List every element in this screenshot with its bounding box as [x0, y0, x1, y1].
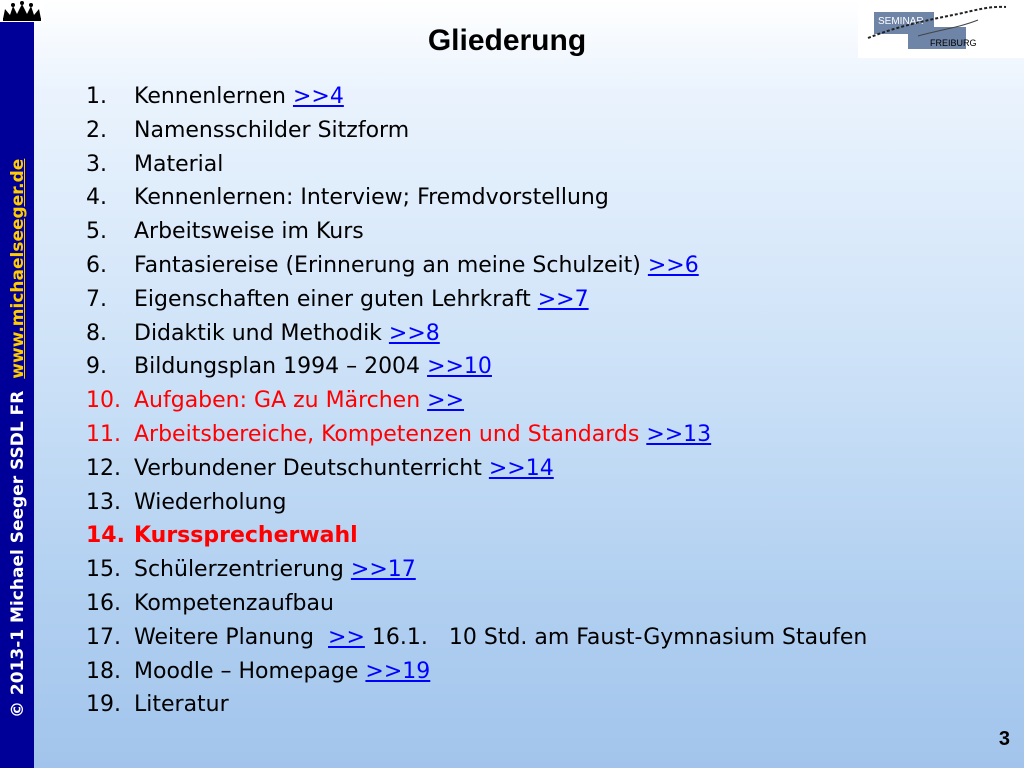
outline-item-text: Arbeitsweise im Kurs	[134, 219, 364, 245]
outline-item-number: 10.	[86, 388, 121, 414]
outline-item	[86, 384, 1006, 418]
outline-item-link[interactable]: >>	[328, 624, 365, 650]
outline-item-link[interactable]: >>19	[365, 658, 431, 684]
outline-item	[86, 114, 1006, 148]
outline-item	[86, 452, 1006, 486]
sidebar-copyright	[6, 28, 30, 718]
outline-item-link[interactable]: >>6	[647, 252, 699, 278]
outline-item	[86, 688, 1006, 722]
outline-item	[86, 519, 1006, 553]
outline-item-note: 16.1. 10 Std. am Faust-Gymnasium Staufen	[371, 624, 868, 650]
outline-item-text: Namensschilder Sitzform	[134, 117, 410, 143]
outline-item-text: Fantasiereise (Erinnerung an meine Schulzeit)	[134, 252, 641, 278]
outline-item-number: 9.	[86, 354, 107, 380]
outline-item-number: 16.	[86, 590, 121, 616]
outline-item-text: Literatur	[134, 692, 229, 718]
outline-item	[86, 350, 1006, 384]
outline-item-number: 13.	[86, 489, 121, 515]
outline-item-number: 1.	[86, 84, 107, 109]
outline-item-number: 12.	[86, 455, 121, 481]
outline-item-text: Bildungsplan 1994 – 2004	[134, 354, 421, 380]
outline-item-text: Kompetenzaufbau	[134, 590, 334, 616]
outline-item	[86, 283, 1006, 317]
outline-item	[86, 587, 1006, 621]
outline-item-text: Kennenlernen	[134, 84, 286, 109]
logo-freiburg-text: FREIBURG	[930, 38, 977, 48]
outline-item-text: Arbeitsbereiche, Kompetenzen und Standards	[134, 421, 640, 447]
outline-item-number: 19.	[86, 692, 121, 718]
crown-logo-icon	[0, 0, 44, 22]
outline-item-text: Kennenlernen: Interview; Fremdvorstellung	[134, 185, 609, 211]
outline-item-number: 18.	[86, 658, 121, 684]
outline-item-text: Schülerzentrierung	[134, 557, 344, 583]
outline-item-text: Weitere Planung	[134, 624, 315, 650]
outline-item	[86, 418, 1006, 452]
outline-item	[86, 486, 1006, 520]
outline-item-text: Didaktik und Methodik	[134, 320, 382, 346]
outline-item	[86, 215, 1006, 249]
outline-item	[86, 249, 1006, 283]
outline-item-number: 4.	[86, 185, 107, 211]
outline-item-link[interactable]: >>4	[292, 84, 344, 109]
outline-item-number: 7.	[86, 286, 107, 312]
outline-item-link[interactable]: >>	[427, 388, 465, 414]
outline-item-text: Wiederholung	[134, 489, 287, 515]
page-number: 3	[998, 728, 1010, 750]
outline-item-number: 14.	[86, 523, 125, 549]
outline-item-number: 17.	[86, 624, 121, 650]
outline-item-link[interactable]: >>10	[427, 354, 492, 380]
outline-item-number: 8.	[86, 320, 107, 346]
outline-item	[86, 655, 1006, 689]
outline-item-text: Verbundener Deutschunterricht	[134, 455, 482, 481]
outline-item-text: Material	[134, 151, 224, 177]
outline-item-number: 2.	[86, 117, 107, 143]
outline-list	[86, 80, 1006, 722]
outline-item-number: 15.	[86, 557, 121, 583]
outline-item	[86, 317, 1006, 351]
outline-item-text: Moodle – Homepage	[134, 658, 359, 684]
outline-item-link[interactable]: >>7	[537, 286, 589, 312]
sidebar	[0, 0, 34, 768]
outline-item	[86, 148, 1006, 182]
page-title: Gliederung	[427, 24, 587, 57]
outline-item-number: 3.	[86, 151, 107, 177]
logo-seminar-text: SEMINAR	[878, 16, 924, 27]
seminar-freiburg-logo	[858, 0, 1024, 58]
outline-item-text: Aufgaben: GA zu Märchen	[134, 388, 421, 414]
outline-item-number: 11.	[86, 421, 121, 447]
outline-item	[86, 80, 1006, 114]
outline-item-number: 5.	[86, 219, 107, 245]
outline-item	[86, 553, 1006, 587]
outline-item-link[interactable]: >>13	[646, 421, 712, 447]
website-link[interactable]: www.michaelseeger.de	[8, 158, 28, 379]
outline-item-text: Kurssprecherwahl	[134, 523, 358, 549]
outline-item-link[interactable]: >>17	[350, 557, 416, 583]
outline-item	[86, 181, 1006, 215]
outline-item-link[interactable]: >>14	[488, 455, 554, 481]
outline-item-number: 6.	[86, 252, 107, 278]
outline-item-link[interactable]: >>8	[388, 320, 440, 346]
copyright-text: © 2013-1 Michael Seeger SSDL FR	[8, 390, 28, 718]
outline-item	[86, 621, 1006, 655]
outline-item-text: Eigenschaften einer guten Lehrkraft	[134, 286, 531, 312]
